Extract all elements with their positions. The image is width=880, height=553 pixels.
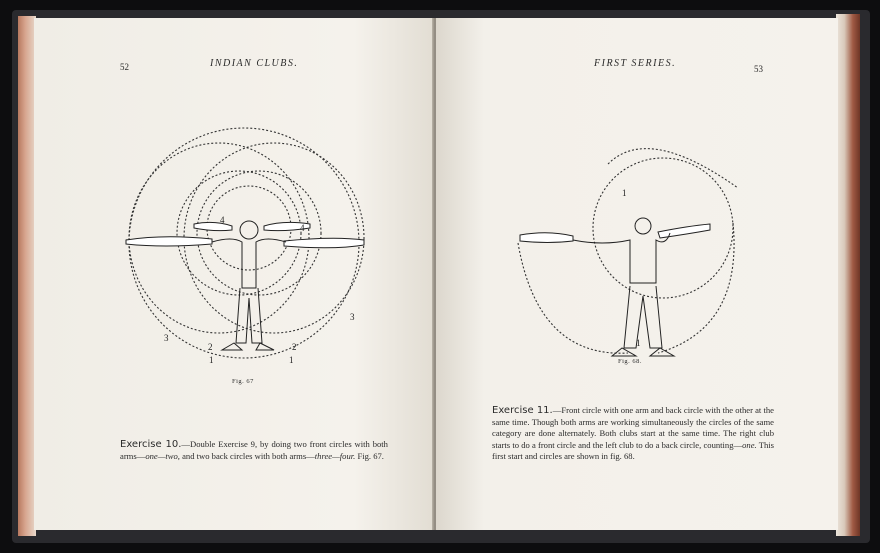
exercise-text: —Front circle with one arm and back circle with the other at the same time. Though both arms are working simultaneously the circles of the same category are done alternately. Both clubs start at the same time. The right club starts to do a front circle and the left club to do a back circle, counting—: [492, 405, 774, 450]
figure-67: [124, 138, 374, 378]
inner-circle-left: [177, 171, 301, 295]
arc-bottom-left: [518, 243, 628, 353]
club-left: [520, 233, 573, 243]
figure-number: 4: [300, 223, 305, 233]
left-page: [34, 18, 434, 530]
count-text: three—four.: [314, 450, 356, 461]
head: [240, 221, 258, 239]
exercise-title: Exercise 10.: [120, 439, 182, 450]
head: [635, 218, 651, 234]
running-head: INDIAN CLUBS.: [210, 58, 299, 69]
right-page: [436, 18, 838, 530]
exercise-text: This first start and circles are shown in fig. 68.: [492, 439, 774, 461]
legs: [236, 288, 262, 343]
exercise-title: Exercise 11.: [492, 405, 553, 416]
count-text: one—two,: [145, 450, 180, 461]
figure-caption: Fig. 68.: [618, 358, 643, 365]
exercise-text: and two back circles with both arms—: [179, 450, 315, 461]
page-number: 53: [754, 64, 763, 74]
legs: [624, 286, 662, 348]
feet: [222, 343, 274, 350]
club-right: [284, 238, 364, 248]
exercise-text: Fig. 67.: [355, 450, 384, 461]
figure-number: 2: [208, 342, 213, 352]
figure-number: 1: [289, 355, 294, 365]
arc-top: [608, 149, 738, 188]
club-right: [658, 224, 710, 238]
arc-right: [658, 223, 734, 353]
figure-number: 1: [636, 338, 641, 348]
figure-number: 3: [164, 333, 169, 343]
circle-right-club: [593, 158, 733, 298]
feet: [612, 348, 674, 356]
figure-number: 4: [220, 215, 225, 225]
inner-circle-right: [197, 171, 321, 295]
arms-torso: [573, 233, 670, 283]
figure-number: 2: [292, 342, 297, 352]
club-upper-left: [194, 222, 232, 230]
page-number: 52: [120, 62, 129, 72]
figure-number: 3: [350, 312, 355, 322]
exercise-10-paragraph: [120, 439, 388, 462]
club-left: [126, 237, 212, 246]
running-head: FIRST SERIES.: [594, 58, 677, 69]
figure-number: 1: [622, 188, 627, 198]
arms-torso: [212, 239, 286, 288]
page-edges-right: [836, 14, 860, 536]
figure-68: [518, 128, 748, 358]
figure-number: 1: [209, 355, 214, 365]
exercise-text: —Double Exercise 9, by doing two front circles with both arms—: [120, 439, 388, 461]
count-text: one.: [742, 439, 757, 450]
exercise-11-paragraph: [492, 405, 774, 463]
figure-caption: Fig. 67: [232, 378, 254, 385]
